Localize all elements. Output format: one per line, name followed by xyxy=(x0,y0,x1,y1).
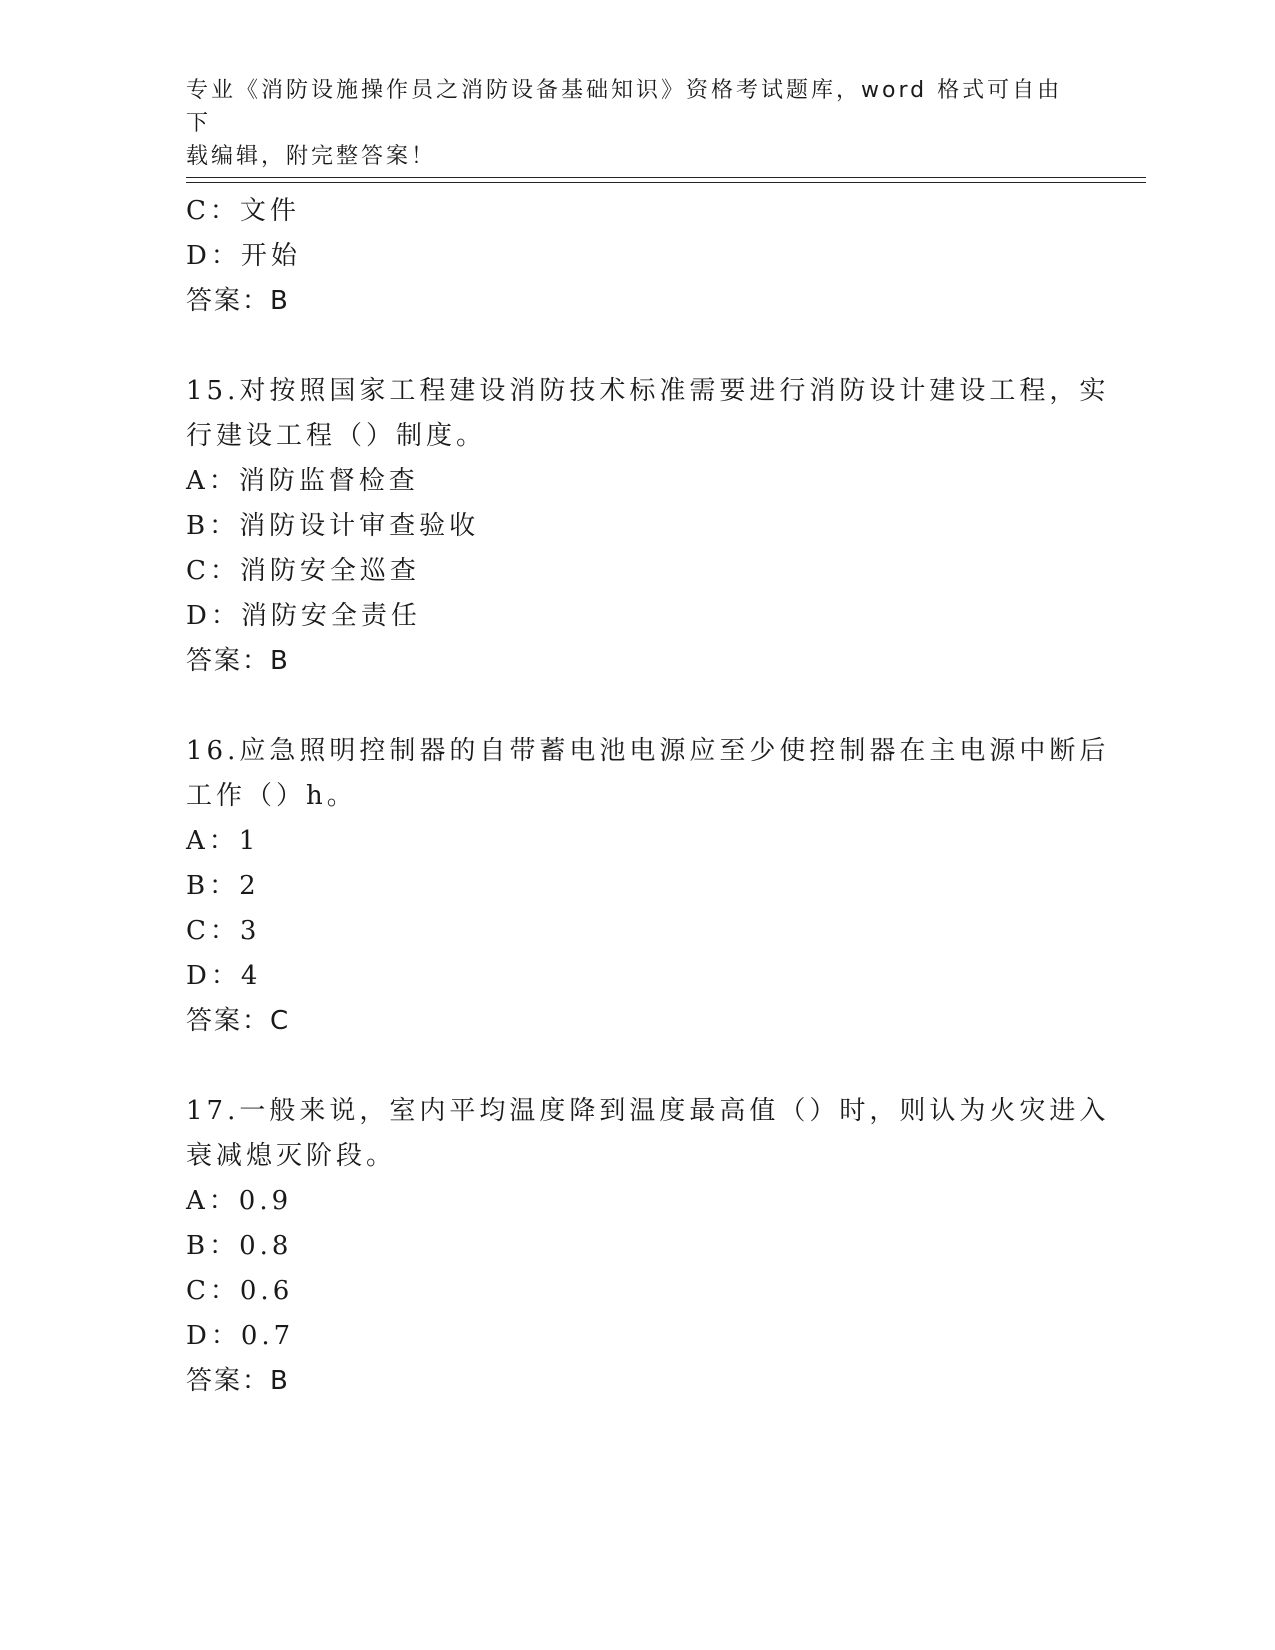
option-c: C：0.6 xyxy=(186,1276,294,1306)
option-a: A：1 xyxy=(186,826,260,856)
option-b: B：0.8 xyxy=(186,1231,293,1261)
option-d: D：4 xyxy=(186,961,262,991)
option-d: D：开始 xyxy=(186,241,301,271)
question-stem-line-2: 衰减熄灭阶段。 xyxy=(186,1141,397,1171)
header-line-1: 专业《消防设施操作员之消防设备基础知识》资格考试题库，word 格式可自由下 xyxy=(186,78,1063,136)
option-c: C：文件 xyxy=(186,196,300,226)
option-a: A：0.9 xyxy=(186,1186,293,1216)
answer: 答案：C xyxy=(186,1006,291,1036)
question-stem-line-1: 17.一般来说，室内平均温度降到温度最高值（）时，则认为火灾进入 xyxy=(186,1096,1110,1126)
question-list xyxy=(186,189,1110,1404)
spacer xyxy=(186,684,1086,729)
spacer xyxy=(186,324,1086,369)
header-rule-bottom xyxy=(186,182,1146,183)
question-stem-line-1: 16.应急照明控制器的自带蓄电池电源应至少使控制器在主电源中断后 xyxy=(186,736,1110,766)
option-a: A：消防监督检查 xyxy=(186,466,419,496)
option-d: D：消防安全责任 xyxy=(186,601,421,631)
answer: 答案：B xyxy=(186,1366,290,1396)
question-17 xyxy=(186,1089,1110,1404)
question-14-tail xyxy=(186,189,1086,324)
answer: 答案：B xyxy=(186,646,290,676)
option-c: C：3 xyxy=(186,916,261,946)
question-16 xyxy=(186,729,1110,1044)
document-header xyxy=(186,74,1066,173)
question-stem-line-2: 工作（）h。 xyxy=(186,781,357,811)
option-b: B：2 xyxy=(186,871,260,901)
header-rule-top xyxy=(186,177,1146,178)
option-b: B：消防设计审查验收 xyxy=(186,511,480,541)
spacer xyxy=(186,1044,1086,1089)
option-d: D：0.7 xyxy=(186,1321,295,1351)
option-c: C：消防安全巡查 xyxy=(186,556,420,586)
question-stem-line-2: 行建设工程（）制度。 xyxy=(186,421,487,451)
header-line-2: 载编辑，附完整答案！ xyxy=(186,144,437,169)
answer: 答案：B xyxy=(186,286,290,316)
question-stem-line-1: 15.对按照国家工程建设消防技术标准需要进行消防设计建设工程，实 xyxy=(186,376,1110,406)
question-15 xyxy=(186,369,1110,684)
